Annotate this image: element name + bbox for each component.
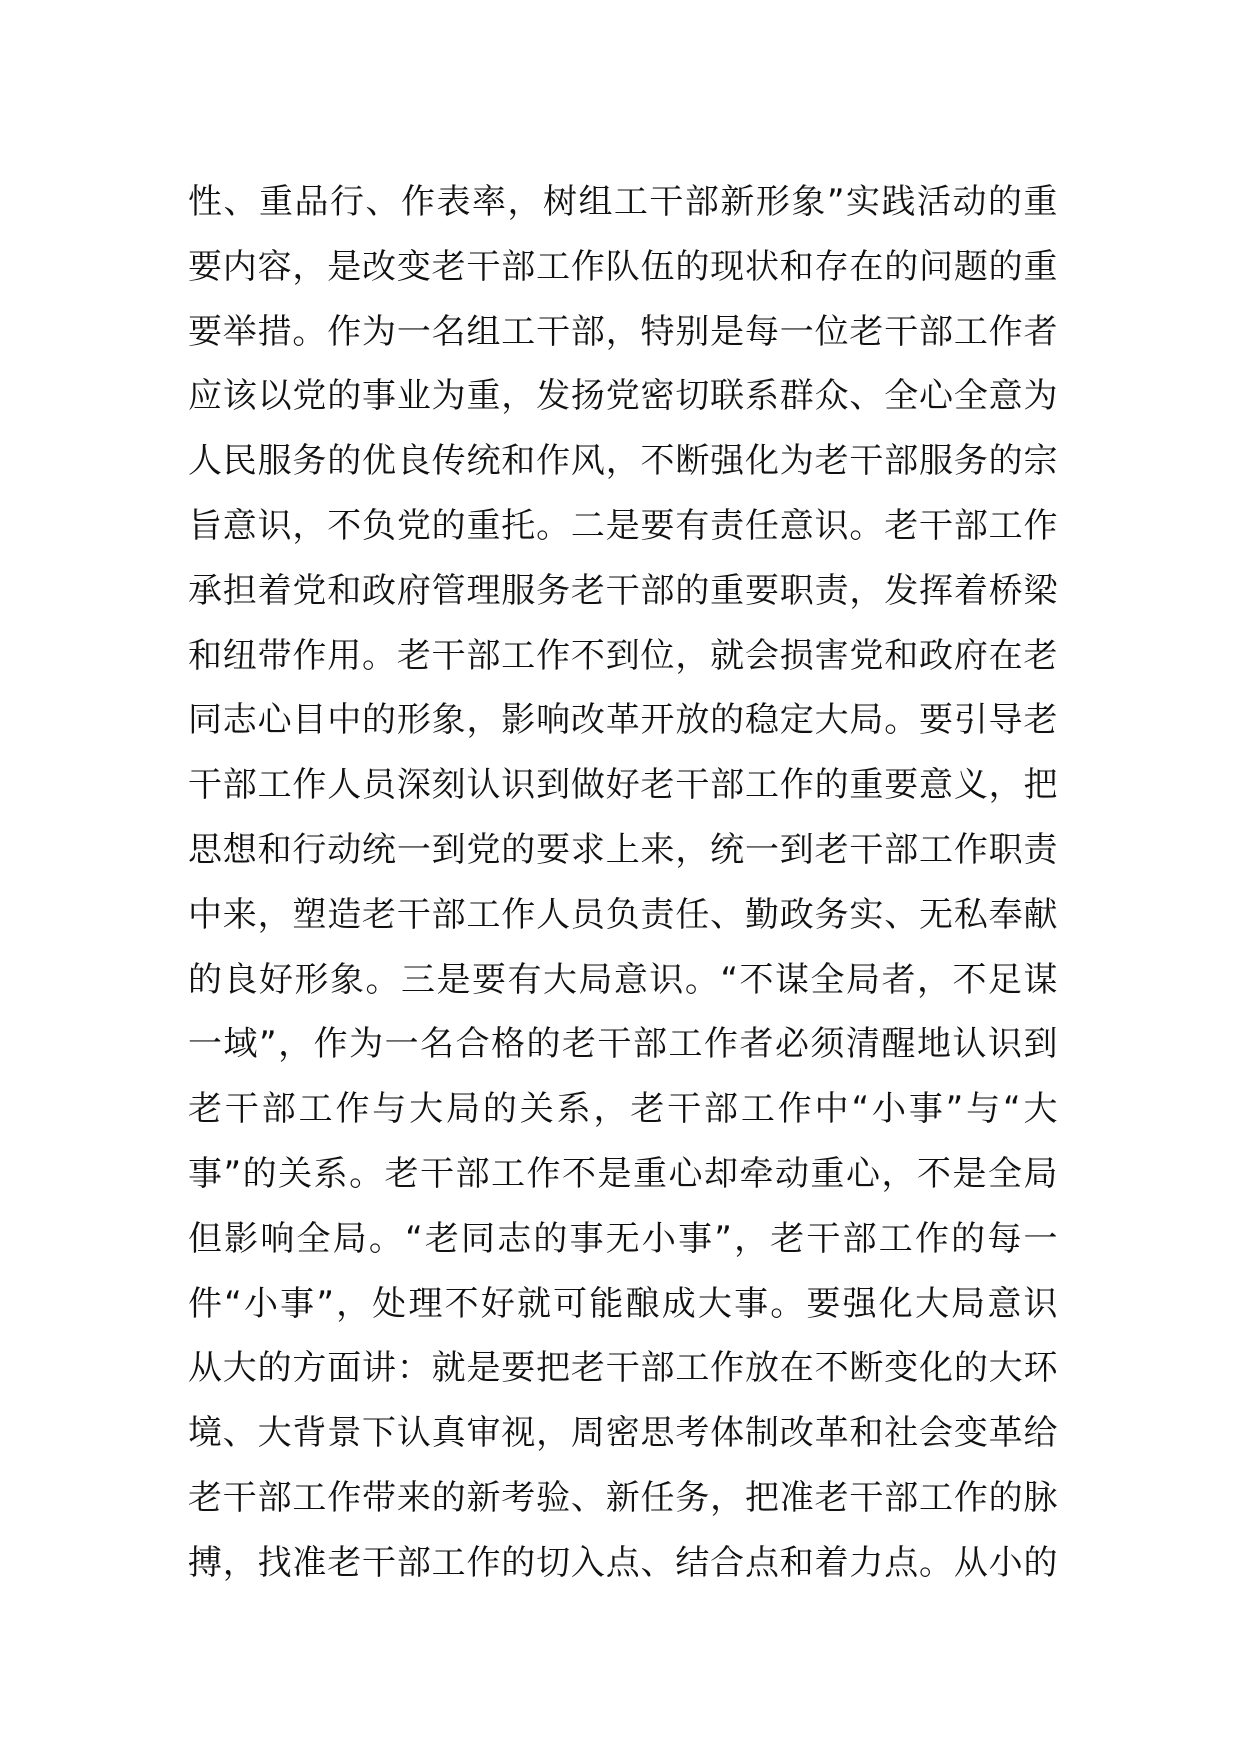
text-line: 件“小事”，处理不好就可能酿成大事。要强化大局意识 xyxy=(188,1283,1058,1324)
text-line: 承担着党和政府管理服务老干部的重要职责，发挥着桥梁 xyxy=(188,570,1058,611)
text-line: 老干部工作带来的新考验、新任务，把准老干部工作的脉 xyxy=(188,1477,1058,1518)
text-line: 旨意识，不负党的重托。二是要有责任意识。老干部工作 xyxy=(188,505,1058,546)
text-line: 性、重品行、作表率，树组工干部新形象”实践活动的重 xyxy=(188,182,1058,222)
body-text xyxy=(188,170,1058,1596)
text-line: 事”的关系。老干部工作不是重心却牵动重心，不是全局 xyxy=(188,1153,1058,1194)
text-line: 和纽带作用。老干部工作不到位，就会损害党和政府在老 xyxy=(188,635,1058,676)
text-line: 的良好形象。三是要有大局意识。“不谋全局者，不足谋 xyxy=(188,959,1058,1000)
text-line: 干部工作人员深刻认识到做好老干部工作的重要意义，把 xyxy=(188,765,1058,806)
text-line: 中来，塑造老干部工作人员负责任、勤政务实、无私奉献 xyxy=(188,894,1058,935)
text-line: 但影响全局。“老同志的事无小事”，老干部工作的每一 xyxy=(188,1218,1058,1259)
text-line: 应该以党的事业为重，发扬党密切联系群众、全心全意为 xyxy=(188,376,1058,417)
text-line: 人民服务的优良传统和作风，不断强化为老干部服务的宗 xyxy=(188,441,1058,482)
text-line: 从大的方面讲：就是要把老干部工作放在不断变化的大环 xyxy=(188,1348,1058,1389)
text-line: 要内容，是改变老干部工作队伍的现状和存在的问题的重 xyxy=(188,246,1058,287)
text-line: 搏，找准老干部工作的切入点、结合点和着力点。从小的 xyxy=(188,1542,1058,1583)
text-line: 一域”，作为一名合格的老干部工作者必须清醒地认识到 xyxy=(188,1024,1058,1065)
text-line: 老干部工作与大局的关系，老干部工作中“小事”与“大 xyxy=(188,1089,1058,1130)
text-line: 思想和行动统一到党的要求上来，统一到老干部工作职责 xyxy=(188,829,1058,870)
text-line: 境、大背景下认真审视，周密思考体制改革和社会变革给 xyxy=(188,1413,1058,1454)
text-line: 要举措。作为一名组工干部，特别是每一位老干部工作者 xyxy=(188,311,1058,352)
text-line: 同志心目中的形象，影响改革开放的稳定大局。要引导老 xyxy=(188,700,1058,741)
